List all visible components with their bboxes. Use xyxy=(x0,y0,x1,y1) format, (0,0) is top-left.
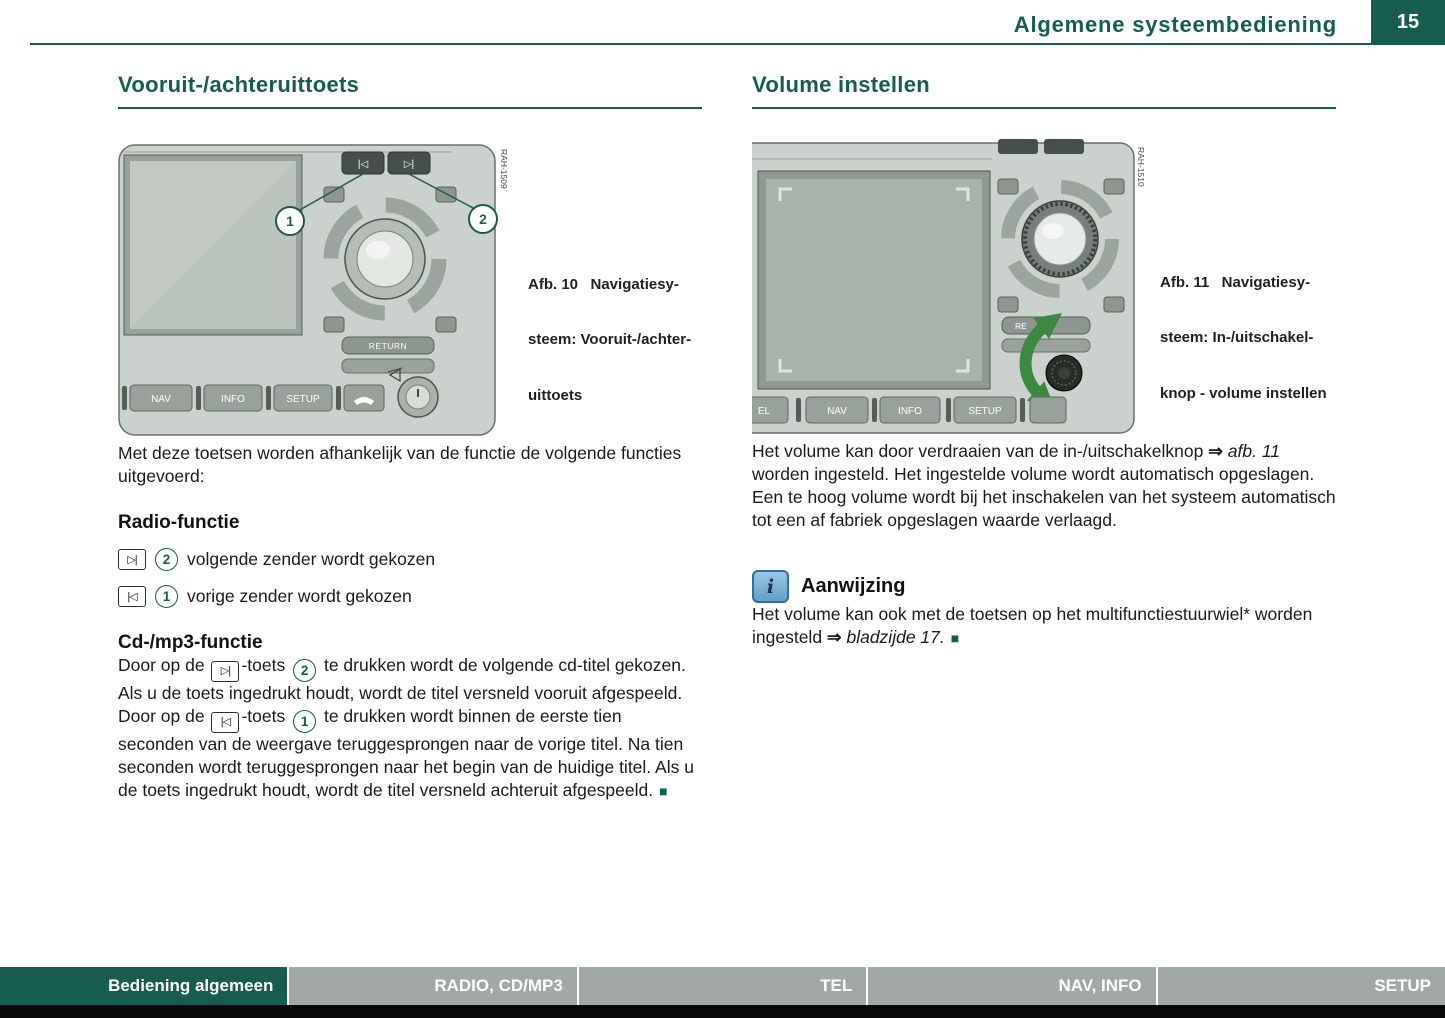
text-segment: te drukken wordt de volgende cd-titel gekozen. Als u de toets ingedrukt houdt, wordt de titel versneld vooruit afgespeeld. xyxy=(118,655,686,703)
footer-tab-tel: TEL xyxy=(579,967,866,1005)
caption-line: steem: Vooruit-/achter- xyxy=(528,331,692,348)
figure-11-row xyxy=(752,139,1336,440)
tel-button-partial-label: EL xyxy=(757,406,771,417)
knob-highlight xyxy=(1042,223,1064,239)
panel-slot xyxy=(266,386,271,410)
callout-2-badge: 2 xyxy=(155,548,178,571)
setup-button-label: SETUP xyxy=(968,406,1002,417)
radio-unit-drawing xyxy=(118,139,510,437)
info-icon: i xyxy=(752,570,789,603)
next-track-icon: ▷| xyxy=(403,159,415,170)
figure-ref-code: RAH-1509 xyxy=(499,149,509,189)
volume-paragraph-1 xyxy=(752,440,1336,486)
page-title: Algemene systeembediening xyxy=(1013,12,1337,37)
info-button-label: INFO xyxy=(898,406,922,417)
cd-paragraph-2 xyxy=(118,705,702,803)
radio-function-row-prev xyxy=(118,584,702,608)
section-volume-set xyxy=(752,72,1336,650)
setup-button-label: SETUP xyxy=(286,394,320,405)
radio-volume-drawing xyxy=(752,139,1145,435)
radio-function-row-next xyxy=(118,547,702,571)
softkey-bottom-right xyxy=(436,317,456,332)
footer-black-bar xyxy=(0,1005,1445,1018)
intro-paragraph: Met deze toetsen worden afhankelijk van de functie de volgende functies uitgevoerd: xyxy=(118,443,682,486)
text-segment: Het volume kan door verdraaien van de in-/uitschakelknop xyxy=(752,441,1209,461)
caption-line: steem: In-/uitschakel- xyxy=(1160,329,1314,346)
text-segment: Door op de xyxy=(118,706,210,726)
return-button-partial-label: RE xyxy=(1015,321,1027,331)
next-track-icon: ▷| xyxy=(211,661,239,682)
footer-tab-nav-info: NAV, INFO xyxy=(868,967,1155,1005)
callout-1-badge: 1 xyxy=(155,585,178,608)
text-segment: te drukken wordt binnen de eerste tien seconden van de weergave teruggesprongen naar de vorige titel. Na tien seconden wordt teruggesprongen naar het begin van de huidige titel. Als u de toets ingedrukt houdt, wordt de titel versneld achteruit afgespeeld. xyxy=(118,706,694,800)
prev-track-icon: |◁ xyxy=(357,159,369,170)
note-heading: Aanwijzing xyxy=(801,575,906,597)
figure-10-caption xyxy=(528,239,702,443)
note-paragraph xyxy=(752,603,1336,650)
section-heading: Vooruit-/achteruittoets xyxy=(118,72,702,109)
header-rule xyxy=(30,43,1445,45)
rotary-knob-inner xyxy=(357,231,413,287)
prev-track-icon: |◁ xyxy=(118,586,146,607)
on-off-knob-center xyxy=(1058,367,1070,379)
text-segment: -toets xyxy=(241,655,291,675)
footer-tab-bar xyxy=(0,967,1445,1005)
figure-11-caption xyxy=(1160,237,1338,441)
row-text: volgende zender wordt gekozen xyxy=(187,548,436,569)
return-button-label: RETURN xyxy=(368,341,408,351)
rotary-knob-inner xyxy=(1034,213,1086,265)
cross-reference-arrow: ⇒ xyxy=(1208,441,1223,461)
figure-10-row xyxy=(118,139,702,442)
cross-reference-arrow: ⇒ xyxy=(826,627,842,647)
next-track-icon: ▷| xyxy=(118,549,146,570)
top-key-partial xyxy=(1044,139,1084,154)
section-end-marker: ■ xyxy=(950,630,960,646)
page-number: 15 xyxy=(1396,10,1420,33)
softkey-top-right xyxy=(1104,179,1124,194)
cd-function-heading: Cd-/mp3-functie xyxy=(118,632,263,653)
footer-tab-setup: SETUP xyxy=(1158,967,1445,1005)
section-forward-back-button xyxy=(118,72,702,803)
caption-line: uittoets xyxy=(528,386,583,404)
panel-slot xyxy=(122,386,127,410)
cd-paragraph-1 xyxy=(118,654,702,705)
nav-button-label: NAV xyxy=(827,406,847,417)
row-text: vorige zender wordt gekozen xyxy=(187,585,412,606)
callout-1-badge: 1 xyxy=(293,710,316,733)
knob-highlight xyxy=(366,241,390,259)
text-segment: Door op de xyxy=(118,655,210,675)
panel-slot xyxy=(196,386,201,410)
caption-line: Afb. 10 Navigatiesy- xyxy=(528,275,679,293)
panel-slot xyxy=(946,398,951,422)
section-end-marker: ■ xyxy=(659,783,668,799)
page-number-badge xyxy=(1371,0,1445,44)
radio-function-heading: Radio-functie xyxy=(118,512,240,533)
panel-slot xyxy=(1020,398,1025,422)
caption-line: Afb. 11 Navigatiesy- xyxy=(1160,273,1311,291)
panel-slot xyxy=(336,386,341,410)
blank-button xyxy=(342,359,434,373)
softkey-bottom-left xyxy=(998,297,1018,312)
phone-button xyxy=(1030,397,1066,423)
volume-paragraph-2: Een te hoog volume wordt bij het inschakelen van het systeem automatisch tot een af fabriek opgeslagen waarde verlaagd. xyxy=(752,487,1336,530)
text-segment: Het volume kan ook met de toetsen op het multifunctiestuurwiel* worden ingesteld xyxy=(752,604,1313,647)
note-header xyxy=(752,570,1336,603)
cross-reference: afb. 11 xyxy=(1227,441,1280,461)
callout-2-number: 2 xyxy=(479,211,487,227)
footer-tab-bediening-algemeen: Bediening algemeen xyxy=(0,967,287,1005)
softkey-top-left xyxy=(998,179,1018,194)
softkey-bottom-right xyxy=(1104,297,1124,312)
callout-2-badge: 2 xyxy=(293,659,316,682)
cross-reference: bladzijde 17. xyxy=(846,627,945,647)
callout-1-number: 1 xyxy=(286,213,294,229)
prev-track-icon: |◁ xyxy=(211,712,239,733)
footer-tab-radio-cd-mp3: RADIO, CD/MP3 xyxy=(289,967,576,1005)
blank-button xyxy=(1002,339,1090,352)
panel-slot xyxy=(796,398,801,422)
figure-10-illustration xyxy=(118,139,510,442)
softkey-bottom-left xyxy=(324,317,344,332)
top-key-partial xyxy=(998,139,1038,154)
figure-11-illustration xyxy=(752,139,1145,440)
text-segment: -toets xyxy=(241,706,291,726)
figure-ref-code: RAH-1510 xyxy=(1136,147,1145,187)
section-heading: Volume instellen xyxy=(752,72,1336,109)
display-screen xyxy=(766,179,982,381)
nav-button-label: NAV xyxy=(151,394,171,405)
panel-slot xyxy=(872,398,877,422)
caption-line: knop - volume instellen xyxy=(1160,384,1327,402)
info-button-label: INFO xyxy=(221,394,245,405)
text-segment: worden ingesteld. Het ingestelde volume wordt automatisch opgeslagen. xyxy=(752,464,1315,484)
